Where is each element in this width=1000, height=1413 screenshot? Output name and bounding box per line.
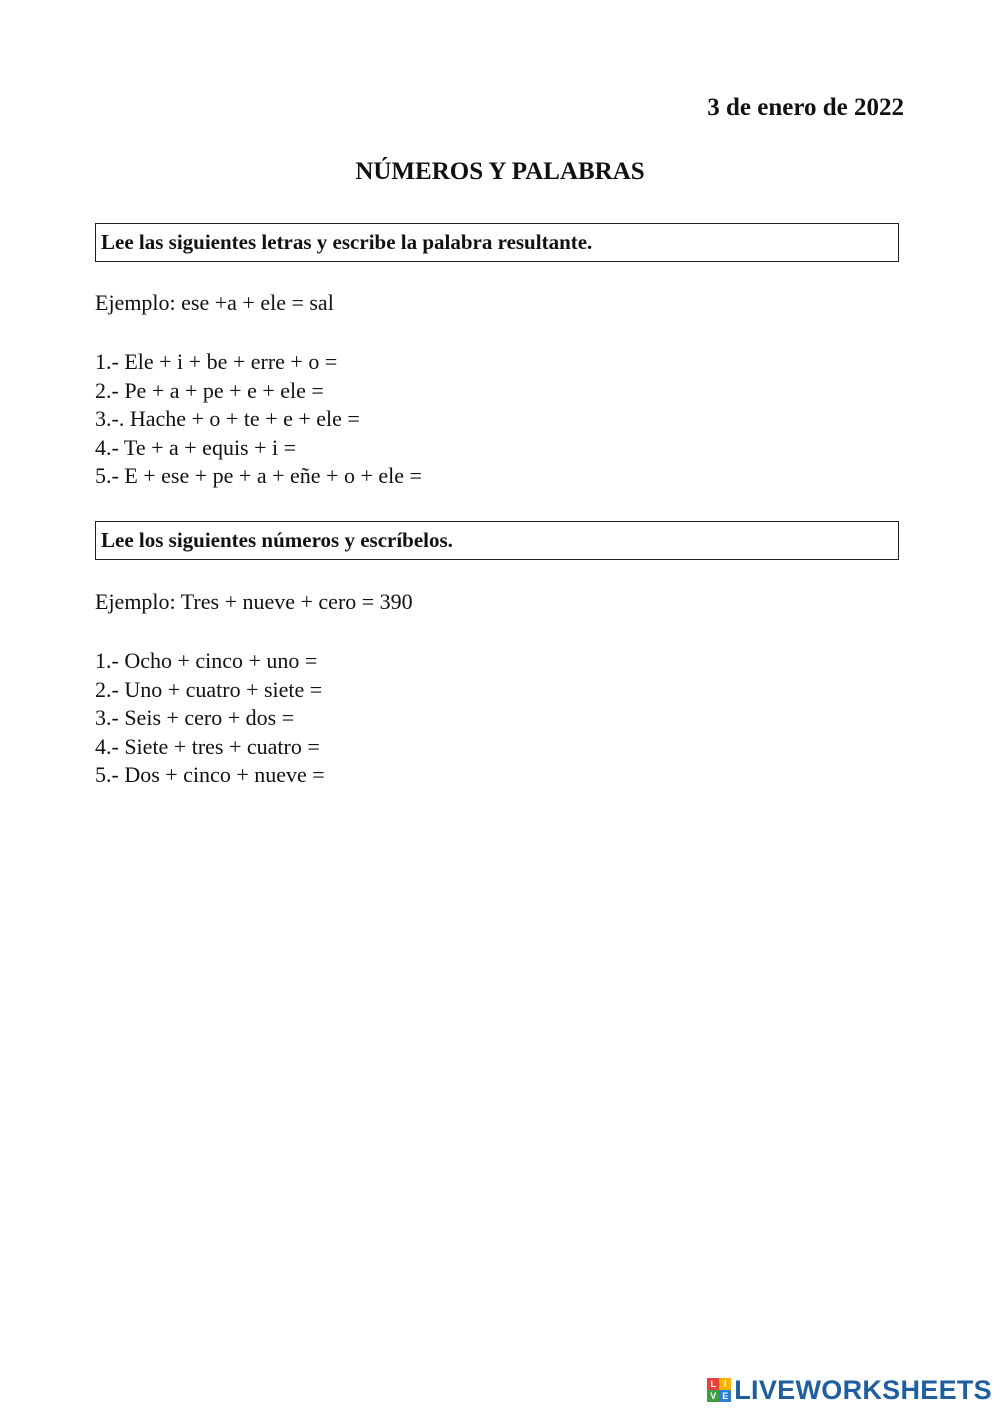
letters-instruction-text: Lee las siguientes letras y escribe la palabra resultante. [101, 230, 593, 254]
numbers-exercise-item: 5.- Dos + cinco + nueve = [95, 762, 325, 787]
worksheet-title: NÚMEROS Y PALABRAS [355, 158, 645, 185]
worksheet-date: 3 de enero de 2022 [707, 94, 904, 121]
numbers-exercise-item: 3.- Seis + cero + dos = [95, 705, 295, 730]
logo-cell-e: E [719, 1390, 731, 1402]
numbers-example: Ejemplo: Tres + nueve + cero = 390 [95, 589, 413, 614]
numbers-exercise-item: 2.- Uno + cuatro + siete = [95, 676, 323, 702]
letters-exercise-item: 4.- Te + a + equis + i = [95, 434, 297, 460]
liveworksheets-logo-icon [707, 1378, 731, 1402]
numbers-instruction-text: Lee los siguientes números y escríbelos. [101, 528, 453, 552]
numbers-exercise-list [95, 647, 325, 790]
numbers-exercise-item: 1.- Ocho + cinco + uno = [95, 648, 318, 673]
letters-exercise-item: 3.-. Hache + o + te + e + ele = [95, 406, 360, 431]
letters-exercise-item: 1.- Ele + i + be + erre + o = [95, 349, 338, 374]
letters-exercise-list [95, 348, 422, 491]
letters-exercise-item: 5.- E + ese + pe + a + eñe + o + ele = [95, 463, 422, 488]
numbers-exercise-item: 4.- Siete + tres + cuatro = [95, 733, 320, 759]
logo-cell-v: V [707, 1390, 719, 1402]
letters-exercise-item: 2.- Pe + a + pe + e + ele = [95, 377, 324, 403]
logo-cell-i: I [719, 1378, 731, 1390]
liveworksheets-wordmark: LIVEWORKSHEETS [734, 1374, 992, 1405]
numbers-instruction-box [95, 521, 899, 560]
letters-instruction-box [95, 223, 899, 262]
liveworksheets-brand [707, 1375, 992, 1405]
logo-cell-l: L [707, 1378, 719, 1390]
letters-example: Ejemplo: ese +a + ele = sal [95, 290, 334, 315]
